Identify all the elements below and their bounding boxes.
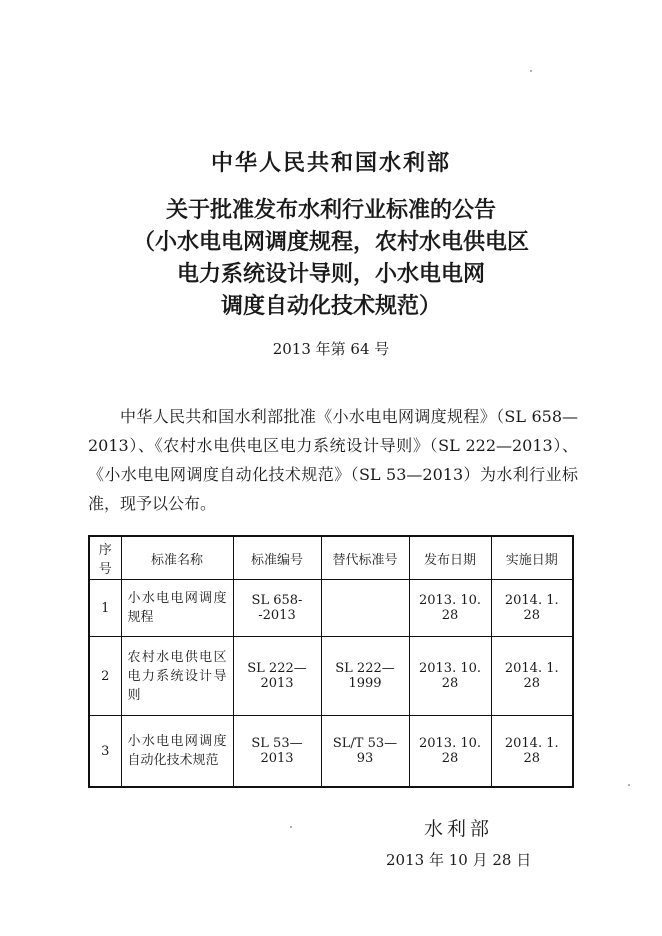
header-replaces: 替代标准号 [321,536,409,580]
table-row [89,580,573,637]
header-issued: 发布日期 [409,536,491,580]
cell-no: 3 [89,716,121,788]
cell-issued: 2013. 10. 28 [409,580,491,637]
scan-speck [530,70,532,72]
standards-table [88,535,574,788]
cell-code: SL 53—2013 [233,716,321,788]
title-line-3: 电力系统设计导则，小水电电网 [176,261,485,287]
cell-effective: 2014. 1. 28 [491,716,573,788]
cell-issued: 2013. 10. 28 [409,637,491,716]
announcement-title [0,194,662,322]
document-number: 2013 年第 64 号 [272,340,390,358]
title-line-2: （小水电电网调度规程，农村水电供电区 [132,229,529,255]
cell-no: 2 [89,637,121,716]
table-row [89,716,573,788]
table-header-row [89,536,573,580]
cell-effective: 2014. 1. 28 [491,580,573,637]
cell-name: 小水电电网调度自动化技术规范 [121,716,233,788]
cell-no: 1 [89,580,121,637]
header-no: 序号 [89,536,121,580]
table-row [89,637,573,716]
header-effective: 实施日期 [491,536,573,580]
issue-date: 2013 年 10 月 28 日 [386,851,532,869]
header-code: 标准编号 [233,536,321,580]
header-name: 标准名称 [121,536,233,580]
ministry-header: 中华人民共和国水利部 [210,150,451,176]
cell-replaces: SL 222—1999 [321,637,409,716]
issuer-signature: 水利部 [424,818,494,840]
body-paragraph: 中华人民共和国水利部批准《小水电电网调度规程》（SL 658—2013）、《农村水电供电区电力系统设计导则》（SL 222—2013）、《小水电电网调度自动化技术规范》（SL 53—2013）为水利行业标准，现予以公布。 [88,407,578,513]
cell-replaces: SL/T 53—93 [321,716,409,788]
cell-effective: 2014. 1. 28 [491,637,573,716]
announcement-body [88,402,578,518]
scan-speck [628,784,630,786]
cell-issued: 2013. 10. 28 [409,716,491,788]
title-line-1: 关于批准发布水利行业标准的公告 [165,197,496,223]
cell-name: 农村水电供电区电力系统设计导则 [121,637,233,716]
cell-name: 小水电电网调度规程 [121,580,233,637]
title-line-4: 调度自动化技术规范） [220,293,441,319]
cell-code: SL 222—2013 [233,637,321,716]
cell-code: SL 658--2013 [233,580,321,637]
scan-speck [290,826,292,828]
cell-replaces [321,580,409,637]
